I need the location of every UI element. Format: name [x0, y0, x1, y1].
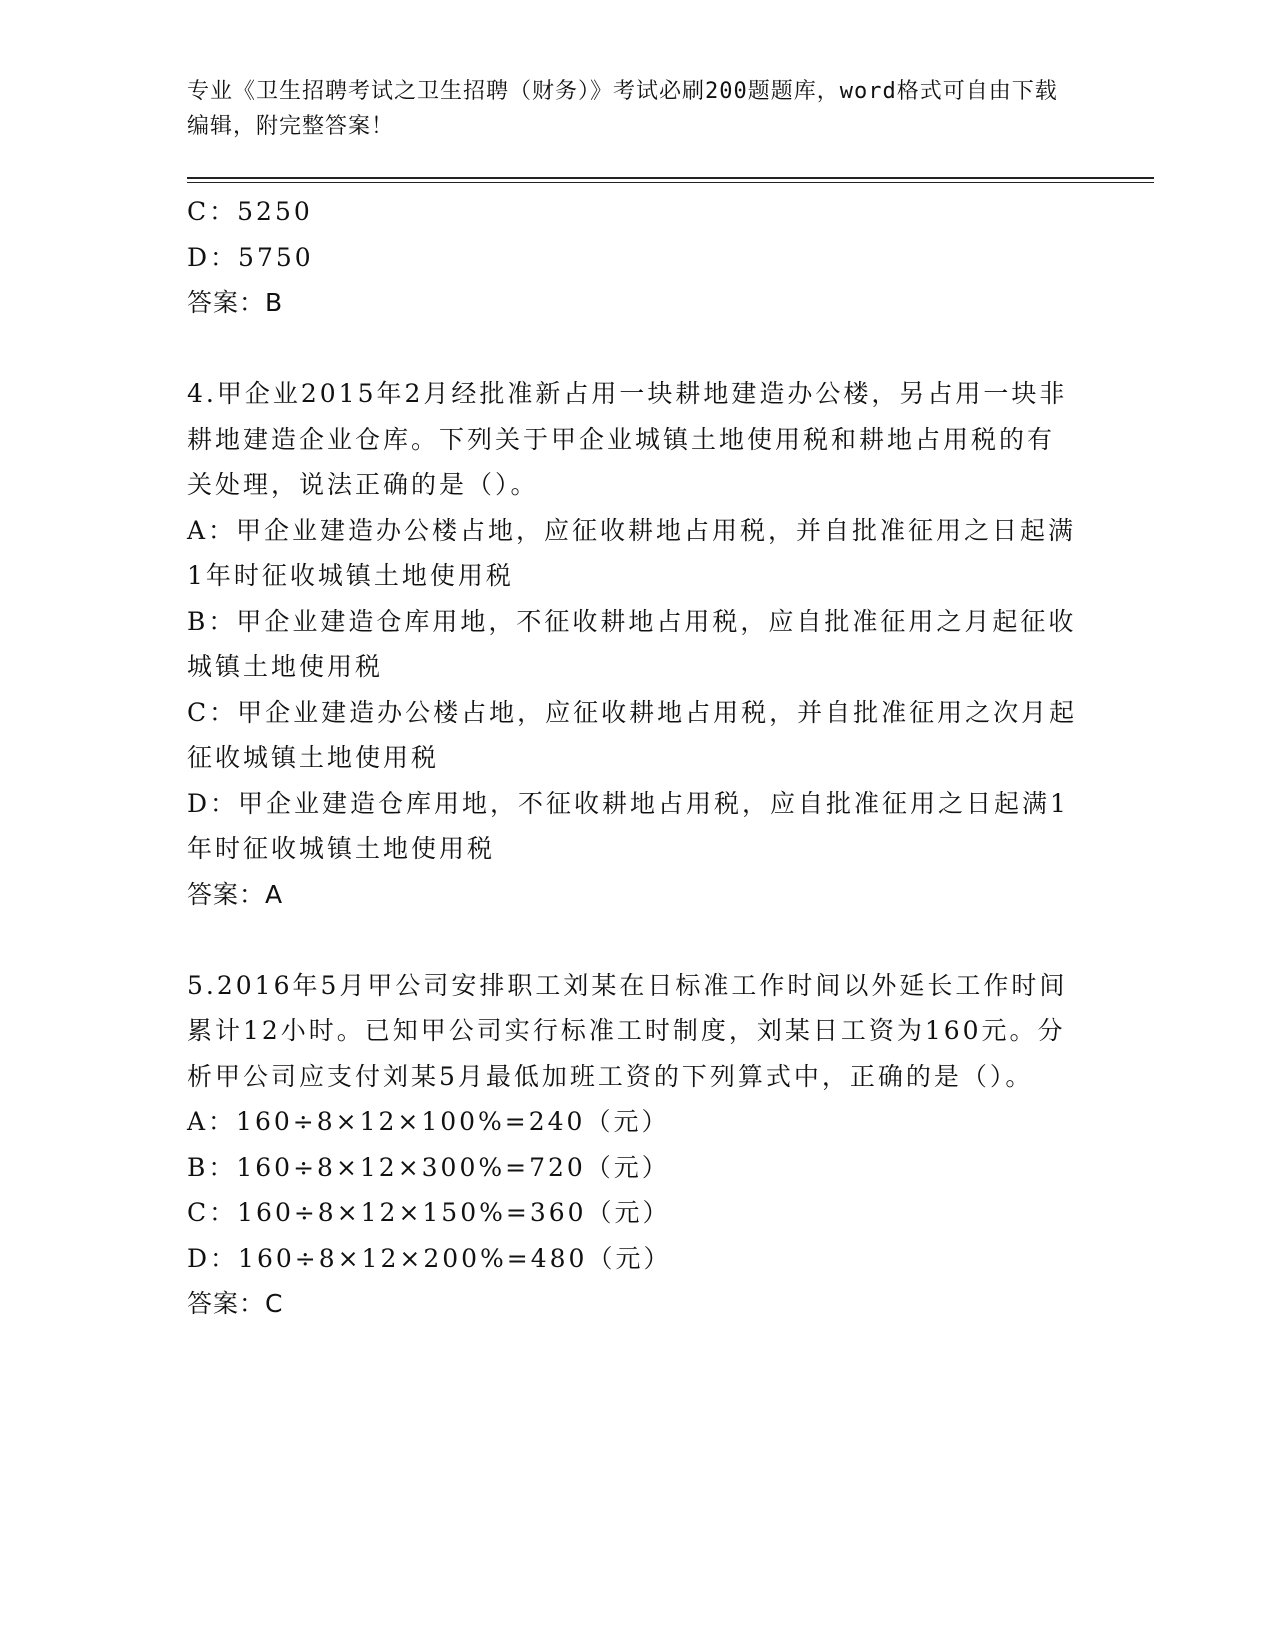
option-b-q4: B：甲企业建造仓库用地，不征收耕地占用税，应自批准征用之月起征收城镇土地使用税 [187, 606, 1077, 681]
option-a-q5: A：160÷8×12×100%=240（元） [187, 1107, 670, 1136]
option-c-q4: C：甲企业建造办公楼占地，应征收耕地占用税，并自批准征用之次月起征收城镇土地使用税 [187, 697, 1078, 772]
option-c-q3: C：5250 [187, 197, 313, 226]
question-content [187, 189, 1082, 1327]
header-rule-thin [187, 182, 1154, 183]
option-c-q5: C：160÷8×12×150%=360（元） [187, 1198, 671, 1227]
page-header: 专业《卫生招聘考试之卫生招聘（财务）》考试必刷200题题库，word格式可自由下载编辑，附完整答案！ [187, 79, 1058, 139]
option-d-q4: D：甲企业建造仓库用地，不征收耕地占用税，应自批准征用之日起满1年时征收城镇土地使用税 [187, 788, 1069, 863]
header-rule-thick [187, 177, 1154, 179]
option-b-q5: B：160÷8×12×300%=720（元） [187, 1152, 670, 1182]
spacer [187, 917, 1082, 963]
option-a-q4: A：甲企业建造办公楼占地，应征收耕地占用税，并自批准征用之日起满1年时征收城镇土地使用税 [187, 515, 1077, 590]
question-4: 4.甲企业2015年2月经批准新占用一块耕地建造办公楼，另占用一块非耕地建造企业仓库。下列关于甲企业城镇土地使用税和耕地占用税的有关处理，说法正确的是（）。 [187, 379, 1068, 499]
spacer [187, 326, 1082, 372]
option-d-q5: D：160÷8×12×200%=480（元） [187, 1243, 672, 1273]
option-d-q3: D：5750 [187, 242, 314, 272]
question-5: 5.2016年5月甲公司安排职工刘某在日标准工作时间以外延长工作时间累计12小时。已知甲公司实行标准工时制度，刘某日工资为160元。分析甲公司应支付刘某5月最低加班工资的下列算式中，正确的是（）。 [187, 970, 1068, 1091]
answer-q4: 答案：A [187, 879, 284, 909]
answer-q3: 答案：B [187, 288, 284, 317]
answer-q5: 答案：C [187, 1289, 284, 1318]
